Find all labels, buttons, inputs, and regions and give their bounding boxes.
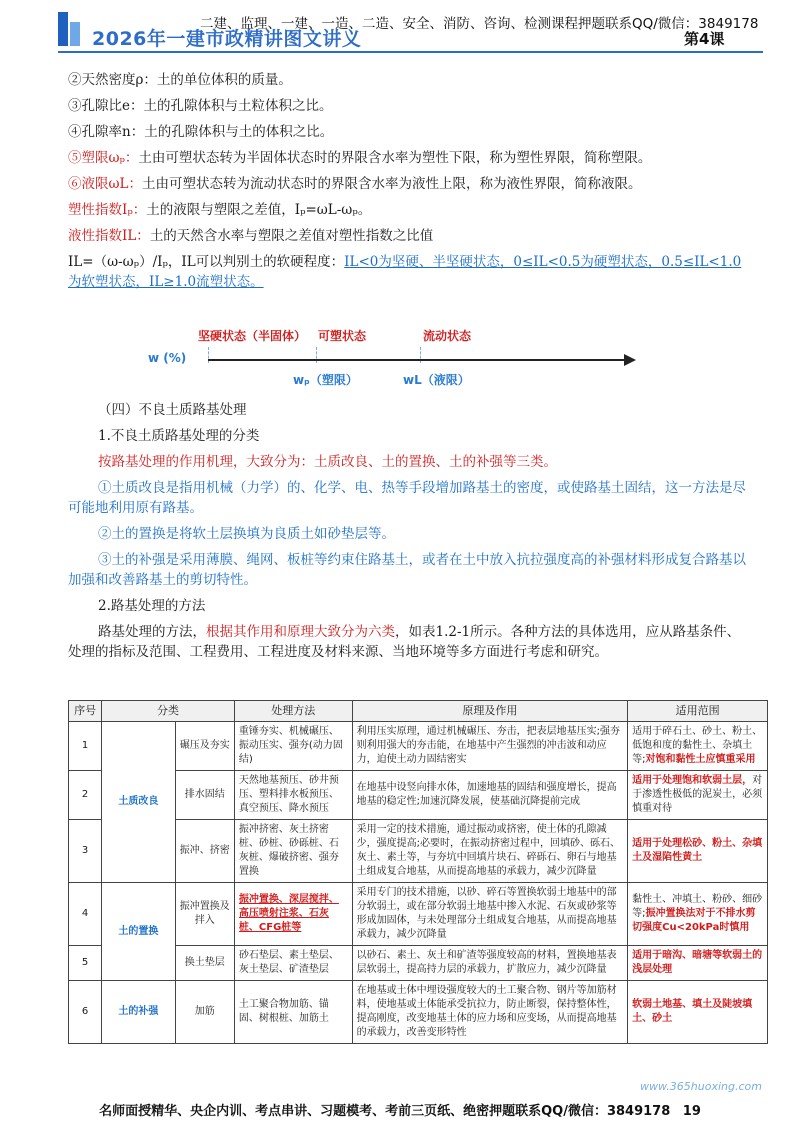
row-name: 换土垫层 <box>175 946 234 981</box>
row-name: 排水固结 <box>175 771 234 820</box>
wp-label: wₚ（塑限） <box>293 373 358 387</box>
def-liquid-limit <box>68 174 748 194</box>
axis-arrow-icon <box>624 354 636 366</box>
row-principle: 利用压实原理，通过机械碾压、夯击，把表层地基压实;强夯则利用强大的夯击能，在地基中产生强烈的冲击波和动应力，迫使土动力固结密实 <box>352 722 628 771</box>
row-scope: 适用于暗沟、暗塘等软弱土的浅层处理 <box>628 946 768 981</box>
def-density: ②天然密度ρ：土的单位体积的质量。 <box>68 72 292 88</box>
col-principle: 原理及作用 <box>352 701 628 722</box>
row-method: 重锤夯实、机械碾压、振动压实、强夯(动力固结) <box>234 722 352 771</box>
row-principle: 在地基中设竖向排水体，加速地基的固结和强度增长，提高地基的稳定性;加速沉降发展，使基础沉降提前完成 <box>352 771 628 820</box>
website-watermark: www.365huoxing.com <box>640 1080 762 1093</box>
row-scope: 适用于处理松砂、粉土、杂填土及湿陷性黄土 <box>628 820 768 883</box>
category-reinforce: 土的补强 <box>102 981 175 1044</box>
wl-label: wL（液限） <box>403 373 470 387</box>
row-principle: 采用专门的技术措施，以砂、碎石等置换软弱土地基中的部分软弱土，或在部分软弱土地基中掺入水泥、石灰或砂浆等形成加固体，与未处理部分土组成复合地基，从而提高地基承载力，减少沉降量 <box>352 883 628 946</box>
moisture-axis <box>208 359 628 361</box>
row-scope: 适用于碎石土、砂土、粉土、低饱和度的黏性土、杂填土等;对饱和黏性土应慎重采用 <box>628 722 768 771</box>
lesson-number: 第4课 <box>684 30 725 48</box>
row-no: 6 <box>69 981 102 1044</box>
plasticity-index-text: 土的液限与塑限之差值，Iₚ=ωL-ωₚ。 <box>146 202 372 218</box>
page-number: 19 <box>682 1104 701 1119</box>
row-name: 加筋 <box>175 981 234 1044</box>
row-principle: 在地基或土体中埋设强度较大的土工聚合物、钢片等加筋材料，使地基或土体能承受抗拉力，防止断裂，保持整体性，提高刚度，改变地基土体的应力场和应变场，从而提高地基的承载力，改善变形特性 <box>352 981 628 1044</box>
liquid-limit-head: ⑥液限ωL： <box>68 176 142 192</box>
category-replace: 土的置换 <box>102 883 175 981</box>
plastic-limit-head: ⑤塑限ωₚ： <box>68 150 139 166</box>
row-no: 5 <box>69 946 102 981</box>
row-scope: 软弱土地基、填土及陡坡填土、砂土 <box>628 981 768 1044</box>
il-ranges: IL<0为坚硬、半坚硬状态，0≤IL<0.5为硬塑状态，0.5≤IL<1.0为软塑状态，IL≥1.0流塑状态。 <box>68 254 742 290</box>
table-row <box>69 883 768 946</box>
def-plastic-limit <box>68 148 748 168</box>
il-formula <box>68 252 748 292</box>
header-contact: 二建、监理、一建、一造、二造、安全、消防、咨询、检测课程押题联系QQ/微信：3849178 <box>200 16 759 32</box>
subsection-2: 2.路基处理的方法 <box>98 598 206 614</box>
col-scope: 适用范围 <box>628 701 768 722</box>
category-improve: 土质改良 <box>102 722 175 883</box>
row-method: 天然地基预压、砂井预压、塑料排水板预压、真空预压、降水预压 <box>234 771 352 820</box>
col-category: 分类 <box>102 701 235 722</box>
subsection-1: 1.不良土质路基处理的分类 <box>98 428 260 444</box>
header-title: 2026年一建市政精讲图文讲义 <box>92 28 362 50</box>
brand-logo-icon <box>58 12 84 46</box>
row-method: 土工聚合物加筋、锚固、树根桩、加筋土 <box>234 981 352 1044</box>
row-method: 振冲挤密、灰土挤密桩、砂桩、砂砾桩、石灰桩、爆破挤密、强夯置换 <box>234 820 352 883</box>
state-flow-label: 流动状态 <box>423 329 472 343</box>
methods-intro <box>68 622 748 662</box>
def-liquidity-index <box>68 226 748 246</box>
methods-rest: ，如表1.2-1所示。各种方法的具体选用，应从路基条件、处理的指标及范围、工程费用、工程进度及材料来源、当地环境等多方面进行考虑和研究。 <box>68 624 741 660</box>
page-footer <box>0 1100 800 1119</box>
liquid-limit-text: 土由可塑状态转为流动状态时的界限含水率为液性上限，称为液性界限，简称液限。 <box>141 176 642 192</box>
reinforcement: ③土的补强是采用薄膜、绳网、板桩等约束住路基土，或者在土中放入抗拉强度高的补强材料形成复合路基以加强和改善路基土的剪切特性。 <box>68 552 746 588</box>
consistency-diagram <box>68 325 688 395</box>
row-name: 振冲、挤密 <box>175 820 234 883</box>
def-void-ratio: ③孔隙比e：土的孔隙体积与土粒体积之比。 <box>68 98 333 114</box>
row-method: 振冲置换、深层搅拌、高压喷射注浆、石灰桩、CFG桩等 <box>234 883 352 946</box>
row-no: 4 <box>69 883 102 946</box>
row-method: 砂石垫层、素土垫层、灰土垫层、矿渣垫层 <box>234 946 352 981</box>
replacement: ②土的置换是将软土层换填为良质土如砂垫层等。 <box>98 526 395 542</box>
page-header <box>0 0 800 54</box>
state-solid-label: 坚硬状态（半固体） <box>198 329 307 343</box>
row-scope: 适用于处理饱和软弱土层，对于渗透性极低的泥炭土，必须慎重对待 <box>628 771 768 820</box>
def-porosity: ④孔隙率n：土的孔隙体积与土的体积之比。 <box>68 124 334 140</box>
table-header-row <box>69 701 768 722</box>
row-principle: 采用一定的技术措施，通过振动或挤密，使土体的孔隙减少，强度提高;必要时，在振动挤密过程中，回填砂、砾石、灰土、素土等，与夯坑中回填片块石、碎砾石、卵石与地基土组成复合地基，从而提高地基的承载力，减少沉降量 <box>352 820 628 883</box>
liquidity-index-head: 液性指数IL： <box>68 228 150 244</box>
definitions-block <box>68 70 748 298</box>
section-title: （四）不良土质路基处理 <box>98 402 247 418</box>
footer-text: 名师面授精华、央企内训、考点串讲、习题模考、考前三页纸、绝密押题联系QQ/微信：3849178 <box>99 1104 671 1119</box>
header-divider <box>58 51 763 53</box>
col-method: 处理方法 <box>234 701 352 722</box>
state-plastic-label: 可塑状态 <box>318 329 367 343</box>
section-block <box>68 400 748 668</box>
col-no: 序号 <box>69 701 102 722</box>
def-plasticity-index <box>68 200 748 220</box>
row-name: 碾压及夯实 <box>175 722 234 771</box>
row-name: 振冲置换及拌入 <box>175 883 234 946</box>
axis-label: w (%) <box>148 351 187 365</box>
table-row <box>69 722 768 771</box>
row-no: 2 <box>69 771 102 820</box>
row-no: 3 <box>69 820 102 883</box>
row-scope: 黏性土、冲填土、粉砂、细砂等;振冲置换法对于不排水剪切强度Cu<20kPa时慎用 <box>628 883 768 946</box>
il-formula-text: IL=（ω-ωₚ）/Iₚ，IL可以判别土的软硬程度： <box>68 254 345 270</box>
methods-lead: 路基处理的方法， <box>98 624 206 640</box>
plasticity-index-head: 塑性指数Iₚ： <box>68 202 147 218</box>
methods-six-types: 根据其作用和原理大致分为六类 <box>206 624 395 640</box>
plastic-limit-text: 土由可塑状态转为半固体状态时的界限含水率为塑性下限，称为塑性界限，简称塑限。 <box>138 150 652 166</box>
row-principle: 以砂石、素土、灰土和矿渣等强度较高的材料，置换地基表层软弱土，提高持力层的承载力，扩散应力，减少沉降量 <box>352 946 628 981</box>
table-row <box>69 981 768 1044</box>
methods-table <box>68 700 768 1044</box>
liquidity-index-text: 土的天然含水率与塑限之差值对塑性指数之比值 <box>149 228 434 244</box>
improvement: ①土质改良是指用机械（力学）的、化学、电、热等手段增加路基土的密度，或使路基土固结，这一方法是尽可能地利用原有路基。 <box>68 480 746 516</box>
row-no: 1 <box>69 722 102 771</box>
classification: 按路基处理的作用机理，大致分为：土质改良、土的置换、土的补强等三类。 <box>98 454 557 470</box>
